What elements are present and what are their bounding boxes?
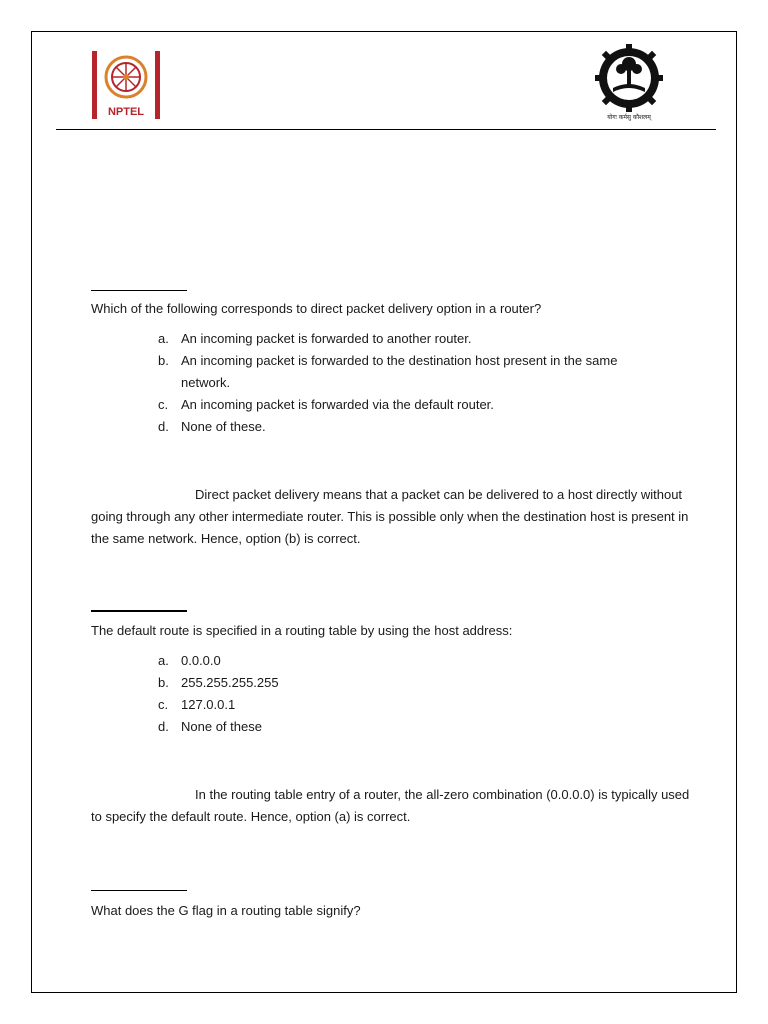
question-3-rule (91, 890, 187, 891)
question-1-text: Which of the following corresponds to direct packet delivery option in a router? (91, 301, 542, 316)
option-text: An incoming packet is forwarded via the default router. (181, 397, 494, 412)
header-divider (56, 129, 716, 130)
option-text: An incoming packet is forwarded to another router. (181, 331, 472, 346)
explanation-text: Direct packet delivery means that a packet can be delivered to a host directly without going through any other intermediate router. This is possible only when the destination host is present in the same network. Hence, option (b) is correct. (91, 487, 689, 546)
option-label: c. (158, 697, 169, 712)
iit-kharagpur-emblem-icon (593, 44, 665, 122)
option-text: None of these. (181, 419, 266, 434)
option-label: d. (158, 419, 169, 434)
question-3-text: What does the G flag in a routing table signify? (91, 903, 361, 918)
option-text: 127.0.0.1 (181, 697, 236, 712)
question-1-explanation (91, 484, 691, 550)
nptel-logo-text: NPTEL (107, 106, 145, 118)
emblem-motto: योगः कर्मसु कौशलम् (607, 114, 651, 121)
option-text: 255.255.255.255 (181, 675, 279, 690)
option-text: 0.0.0.0 (181, 653, 221, 668)
nptel-logo-icon (92, 49, 160, 121)
question-2-text: The default route is specified in a routing table by using the host address: (91, 623, 513, 638)
option-label: a. (158, 653, 169, 668)
option-label: b. (158, 353, 169, 368)
question-2-explanation (91, 784, 691, 828)
option-label: c. (158, 397, 169, 412)
option-label: a. (158, 331, 169, 346)
option-text: An incoming packet is forwarded to the destination host present in the same network. (181, 353, 618, 390)
option-text: None of these (181, 719, 262, 734)
question-2-rule (91, 610, 187, 612)
question-1-rule (91, 290, 187, 291)
explanation-text: In the routing table entry of a router, the all-zero combination (0.0.0.0) is typically used to specify the default route. Hence, option (a) is correct. (91, 787, 690, 824)
option-label: d. (158, 719, 169, 734)
option-label: b. (158, 675, 169, 690)
